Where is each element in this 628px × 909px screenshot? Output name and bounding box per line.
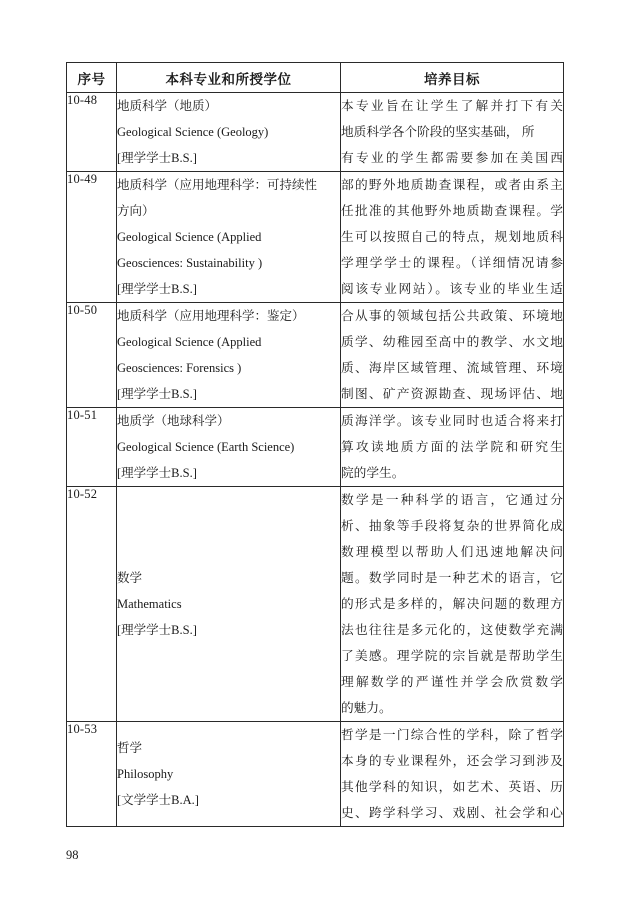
table-row (67, 303, 564, 408)
goal-cell (341, 487, 564, 722)
degree-label: [文学学士B.A.] (117, 793, 199, 807)
row-number-cell: 10-49 (67, 172, 117, 303)
major-name-en: Geological Science (Geology) (117, 125, 269, 139)
row-number-cell: 10-53 (67, 722, 117, 827)
column-header-goal: 培养目标 (341, 63, 564, 93)
goal-cell (341, 303, 564, 408)
major-name-cn: 数学 (117, 571, 143, 585)
major-cell (117, 408, 341, 487)
goal-line: 质、海岸区域管理、流域管理、环境 (341, 361, 563, 375)
goal-cell (341, 172, 564, 303)
degree-label: [理学学士B.S.] (117, 282, 197, 296)
table-row (67, 722, 564, 827)
goal-line: 数学是一种科学的语言，它通过分 (341, 493, 563, 507)
table-row (67, 93, 564, 172)
table-header-row (67, 63, 564, 93)
major-cell (117, 93, 341, 172)
goal-line: 阅该专业网站）。该专业的毕业生适 (341, 282, 563, 296)
row-number-cell: 10-50 (67, 303, 117, 408)
goal-line: 生可以按照自己的特点，规划地质科 (341, 230, 563, 244)
goal-line: 其他学科的知识，如艺术、英语、历 (341, 780, 563, 794)
goal-line: 任批准的其他野外地质勘查课程。学 (341, 204, 563, 218)
page-number: 98 (66, 848, 79, 862)
goal-line: 的魅力。 (341, 701, 392, 715)
major-name-cn: 哲学 (117, 741, 143, 755)
goal-line: 哲学是一门综合性的学科，除了哲学 (341, 728, 563, 742)
degree-label: [理学学士B.S.] (117, 387, 197, 401)
goal-line: 质学、幼稚园至高中的教学、水文地 (341, 335, 563, 349)
degree-label: [理学学士B.S.] (117, 466, 197, 480)
goal-line: 本身的专业课程外，还会学习到涉及 (341, 754, 563, 768)
row-number-cell: 10-52 (67, 487, 117, 722)
undergraduate-majors-table (66, 62, 564, 827)
goal-line: 史、跨学科学习、戏剧、社会学和心 (341, 806, 563, 820)
major-cell (117, 172, 341, 303)
degree-label: [理学学士B.S.] (117, 623, 197, 637)
column-header-major: 本科专业和所授学位 (117, 63, 341, 93)
goal-line: 质海洋学。该专业同时也适合将来打 (341, 414, 563, 428)
goal-line: 部的野外地质勘查课程，或者由系主 (341, 178, 563, 192)
goal-line: 有专业的学生都需要参加在美国西 (341, 151, 563, 165)
degree-label: [理学学士B.S.] (117, 151, 197, 165)
goal-line: 法也往往是多元化的，这使数学充满 (341, 623, 563, 637)
goal-line: 制图、矿产资源勘查、现场评估、地 (341, 387, 563, 401)
row-number-cell: 10-48 (67, 93, 117, 172)
major-name-en-cont: Geosciences: Forensics ) (117, 361, 242, 375)
goal-line: 题。数学同时是一种艺术的语言，它 (341, 571, 563, 585)
major-name-en: Geological Science (Applied (117, 230, 262, 244)
major-name-cn: 地质科学（地质） (117, 99, 218, 113)
goal-cell (341, 722, 564, 827)
major-name-en: Mathematics (117, 597, 182, 611)
table-row (67, 408, 564, 487)
major-name-en-cont: Geosciences: Sustainability ) (117, 256, 263, 270)
goal-line: 算攻读地质方面的法学院和研究生 (341, 440, 563, 454)
major-name-cn: 地质学（地球科学） (117, 414, 230, 428)
major-name-cn-cont: 方向） (117, 204, 155, 218)
major-name-cn: 地质科学（应用地理科学：可持续性 (117, 178, 318, 192)
goal-line: 了美感。理学院的宗旨就是帮助学生 (341, 649, 563, 663)
major-cell (117, 722, 341, 827)
goal-line: 合从事的领域包括公共政策、环境地 (341, 309, 563, 323)
table-row (67, 487, 564, 722)
goal-line: 理解数学的严谨性并学会欣赏数学 (341, 675, 563, 689)
table-row (67, 172, 564, 303)
goal-line: 学理学学士的课程。（详细情况请参 (341, 256, 563, 270)
goal-line: 的形式是多样的，解决问题的数理方 (341, 597, 563, 611)
goal-line: 数理模型以帮助人们迅速地解决问 (341, 545, 563, 559)
major-name-en: Philosophy (117, 767, 174, 781)
column-header-number: 序号 (67, 63, 117, 93)
goal-line: 地质科学各个阶段的坚实基础， 所 (341, 125, 535, 139)
goal-cell (341, 408, 564, 487)
goal-line: 本专业旨在让学生了解并打下有关 (341, 99, 563, 113)
major-name-en: Geological Science (Applied (117, 335, 262, 349)
major-name-en: Geological Science (Earth Science) (117, 440, 295, 454)
goal-line: 析、抽象等手段将复杂的世界简化成 (341, 519, 563, 533)
major-cell (117, 303, 341, 408)
goal-line: 院的学生。 (341, 466, 405, 480)
goal-cell (341, 93, 564, 172)
major-cell (117, 487, 341, 722)
major-name-cn: 地质科学（应用地理科学：鉴定） (117, 309, 305, 323)
row-number-cell: 10-51 (67, 408, 117, 487)
